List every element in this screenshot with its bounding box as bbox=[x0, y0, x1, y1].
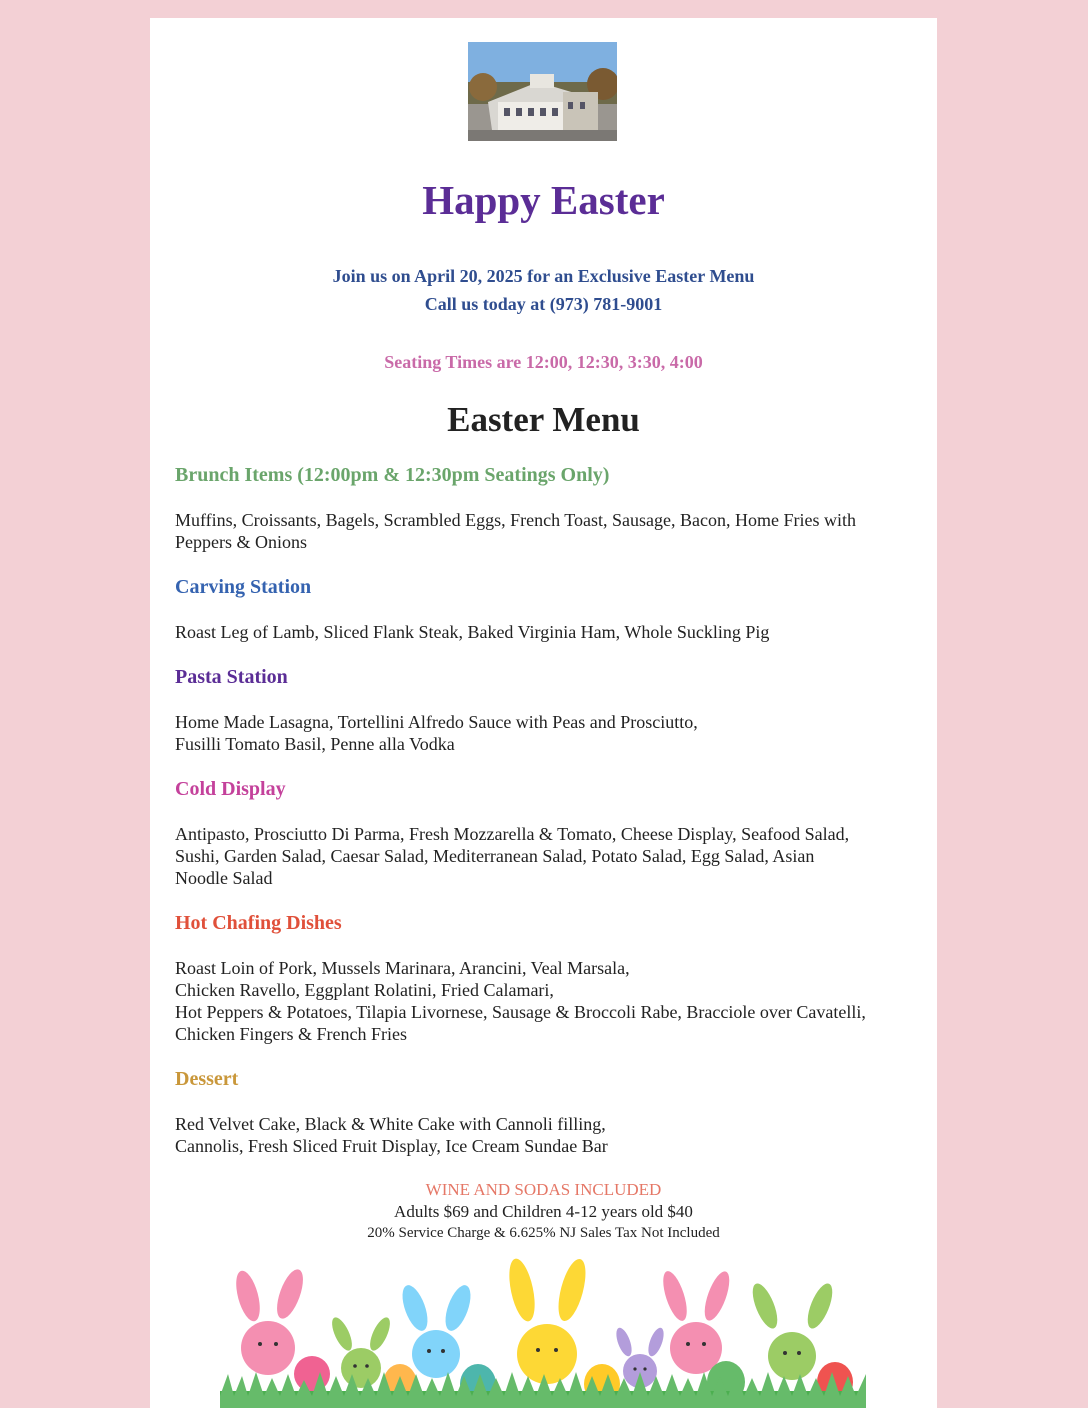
pricing-note: Adults $69 and Children 4-12 years old $40 bbox=[394, 1202, 693, 1221]
bunny-icon bbox=[232, 1266, 309, 1375]
section-heading: Dessert bbox=[175, 1068, 239, 1090]
section-body: Antipasto, Prosciutto Di Parma, Fresh Mozzarella & Tomato, Cheese Display, Seafood Salad, Sushi, Garden Salad, Caesar Salad, Mediterranean Salad, Potato Salad, Egg Salad, Asian Noodle Salad bbox=[175, 824, 850, 888]
section-body: Home Made Lasagna, Tortellini Alfredo Sauce with Peas and Prosciutto, Fusilli Tomato Basil, Penne alla Vodka bbox=[175, 712, 698, 754]
section-heading: Brunch Items (12:00pm & 12:30pm Seatings Only) bbox=[175, 464, 610, 486]
menu-title: Easter Menu bbox=[447, 400, 640, 439]
section-heading: Carving Station bbox=[175, 576, 312, 598]
phone-text: Call us today at (973) 781-9001 bbox=[424, 294, 663, 314]
section-body: Red Velvet Cake, Black & White Cake with Cannoli filling, Cannolis, Fresh Sliced Fruit Display, Ice Cream Sundae Bar bbox=[175, 1114, 608, 1156]
bunny-icon bbox=[658, 1268, 734, 1374]
section-heading: Hot Chafing Dishes bbox=[175, 912, 342, 934]
menu-section-cold bbox=[175, 777, 915, 889]
easter-bunnies-illustration bbox=[220, 1256, 866, 1408]
menu-section-hot bbox=[175, 911, 915, 1045]
charges-note: 20% Service Charge & 6.625% NJ Sales Tax Not Included bbox=[367, 1225, 720, 1241]
invite-text: Join us on April 20, 2025 for an Exclusive Easter Menu bbox=[332, 266, 755, 286]
section-heading: Cold Display bbox=[175, 778, 286, 800]
bunny-icon bbox=[397, 1282, 475, 1378]
section-body: Roast Loin of Pork, Mussels Marinara, Arancini, Veal Marsala, Chicken Ravello, Eggplant Rolatini, Fried Calamari, Hot Peppers & Potatoes, Tilapia Livornese, Sausage & Broccoli Rabe, Bracciole over Cavatelli, Chicken Fingers & French Fries bbox=[175, 958, 866, 1044]
page-title: Happy Easter bbox=[422, 177, 665, 223]
wine-note: WINE AND SODAS INCLUDED bbox=[425, 1180, 662, 1199]
section-heading: Pasta Station bbox=[175, 666, 288, 688]
menu-section-brunch bbox=[175, 463, 915, 553]
menu-page bbox=[150, 18, 937, 1408]
menu-section-pasta bbox=[175, 665, 915, 755]
bunny-icon bbox=[505, 1256, 591, 1384]
section-body: Roast Leg of Lamb, Sliced Flank Steak, Baked Virginia Ham, Whole Suckling Pig bbox=[175, 622, 770, 642]
bunny-icon bbox=[748, 1280, 838, 1380]
menu-section-carving bbox=[175, 575, 915, 643]
seating-times: Seating Times are 12:00, 12:30, 3:30, 4:00 bbox=[384, 352, 703, 372]
restaurant-photo bbox=[468, 42, 617, 141]
section-body: Muffins, Croissants, Bagels, Scrambled Eggs, French Toast, Sausage, Bacon, Home Fries with Peppers & Onions bbox=[175, 510, 856, 552]
menu-section-dessert bbox=[175, 1067, 915, 1157]
